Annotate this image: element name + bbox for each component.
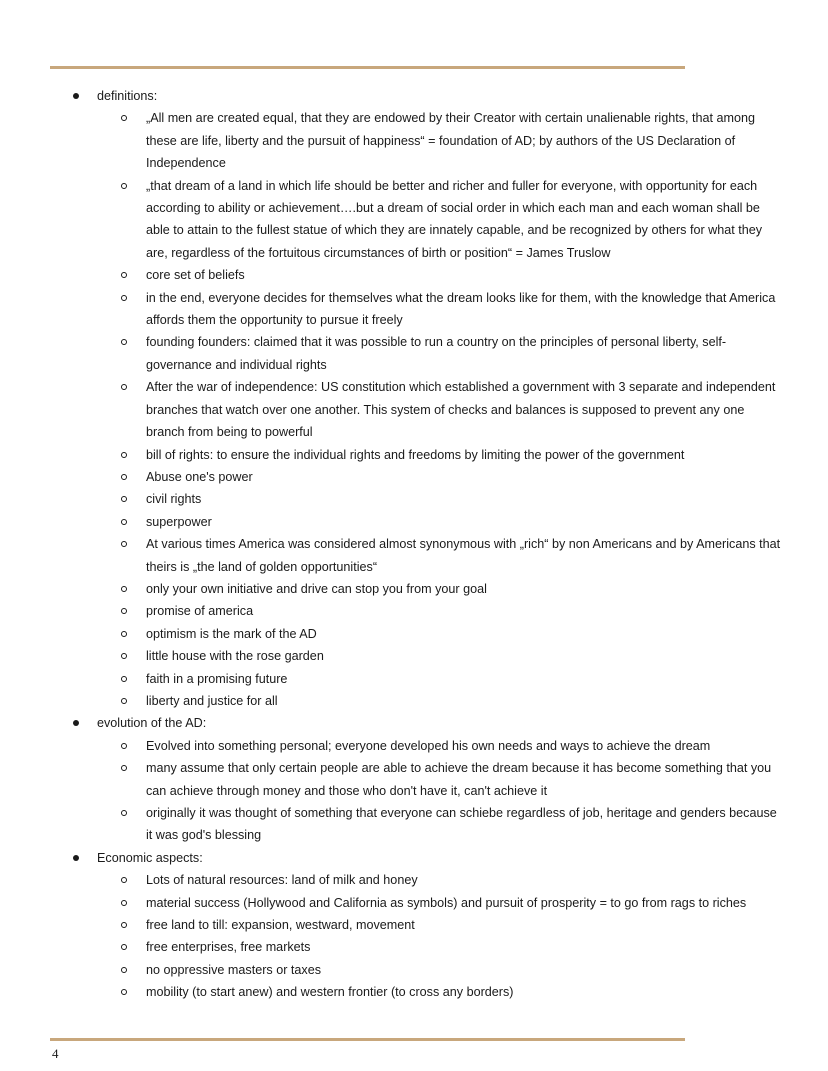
list-item: little house with the rose garden [0, 645, 828, 667]
section-heading: evolution of the AD: [97, 716, 207, 731]
header-rule [50, 66, 685, 69]
list-item: founding founders: claimed that it was possible to run a country on the principles of personal liberty, self-governance and individual rights [0, 331, 828, 376]
list-item: „that dream of a land in which life should be better and richer and fuller for everyone, with opportunity for each according to ability or achievement….but a dream of social order in which each man and each woman shall be able to attain to the fullest statue of which they are innately capable, and be recognized by others for what they are, regardless of the fortuitous circumstances of birth or position“ = James Truslow [0, 175, 828, 265]
list-item: faith in a promising future [0, 668, 828, 690]
list-item: Abuse one's power [0, 466, 828, 488]
list-item: liberty and justice for all [0, 690, 828, 712]
section-list [0, 85, 828, 1004]
definitions-list [97, 107, 828, 712]
list-item: civil rights [0, 488, 828, 510]
list-item: core set of beliefs [0, 264, 828, 286]
page-number: 4 [52, 1046, 59, 1061]
footer-rule [50, 1038, 685, 1041]
list-item: mobility (to start anew) and western frontier (to cross any borders) [0, 981, 828, 1003]
list-item: free land to till: expansion, westward, movement [0, 914, 828, 936]
list-item: in the end, everyone decides for themselves what the dream looks like for them, with the knowledge that America affords them the opportunity to pursue it freely [0, 287, 828, 332]
list-item: Lots of natural resources: land of milk and honey [0, 869, 828, 891]
section-definitions [0, 85, 828, 712]
document-body [0, 85, 828, 1004]
list-item: no oppressive masters or taxes [0, 959, 828, 981]
list-item: optimism is the mark of the AD [0, 623, 828, 645]
section-economic [0, 847, 828, 1004]
list-item: material success (Hollywood and California as symbols) and pursuit of prosperity = to go from rags to riches [0, 892, 828, 914]
list-item: promise of america [0, 600, 828, 622]
list-item: originally it was thought of something that everyone can schiebe regardless of job, heritage and genders because it was god's blessing [0, 802, 828, 847]
list-item: many assume that only certain people are able to achieve the dream because it has become something that you can achieve through money and those who don't have it, can't achieve it [0, 757, 828, 802]
list-item: Evolved into something personal; everyone developed his own needs and ways to achieve the dream [0, 735, 828, 757]
list-item: „All men are created equal, that they are endowed by their Creator with certain unalienable rights, that among these are life, liberty and the pursuit of happiness“ = foundation of AD; by authors of the US Declaration of Independence [0, 107, 828, 174]
section-heading: Economic aspects: [97, 850, 203, 865]
evolution-list [97, 735, 828, 847]
section-heading: definitions: [97, 89, 158, 103]
economic-list [97, 869, 828, 1003]
list-item: bill of rights: to ensure the individual rights and freedoms by limiting the power of the government [0, 444, 828, 466]
list-item: At various times America was considered almost synonymous with „rich“ by non Americans and by Americans that theirs is „the land of golden opportunities“ [0, 533, 828, 578]
list-item: superpower [0, 511, 828, 533]
section-evolution [0, 712, 828, 846]
list-item: free enterprises, free markets [0, 936, 828, 958]
list-item: After the war of independence: US constitution which established a government with 3 separate and independent branches that watch over one another. This system of checks and balances is supposed to prevent any one branch from being to powerful [0, 376, 828, 443]
list-item: only your own initiative and drive can stop you from your goal [0, 578, 828, 600]
